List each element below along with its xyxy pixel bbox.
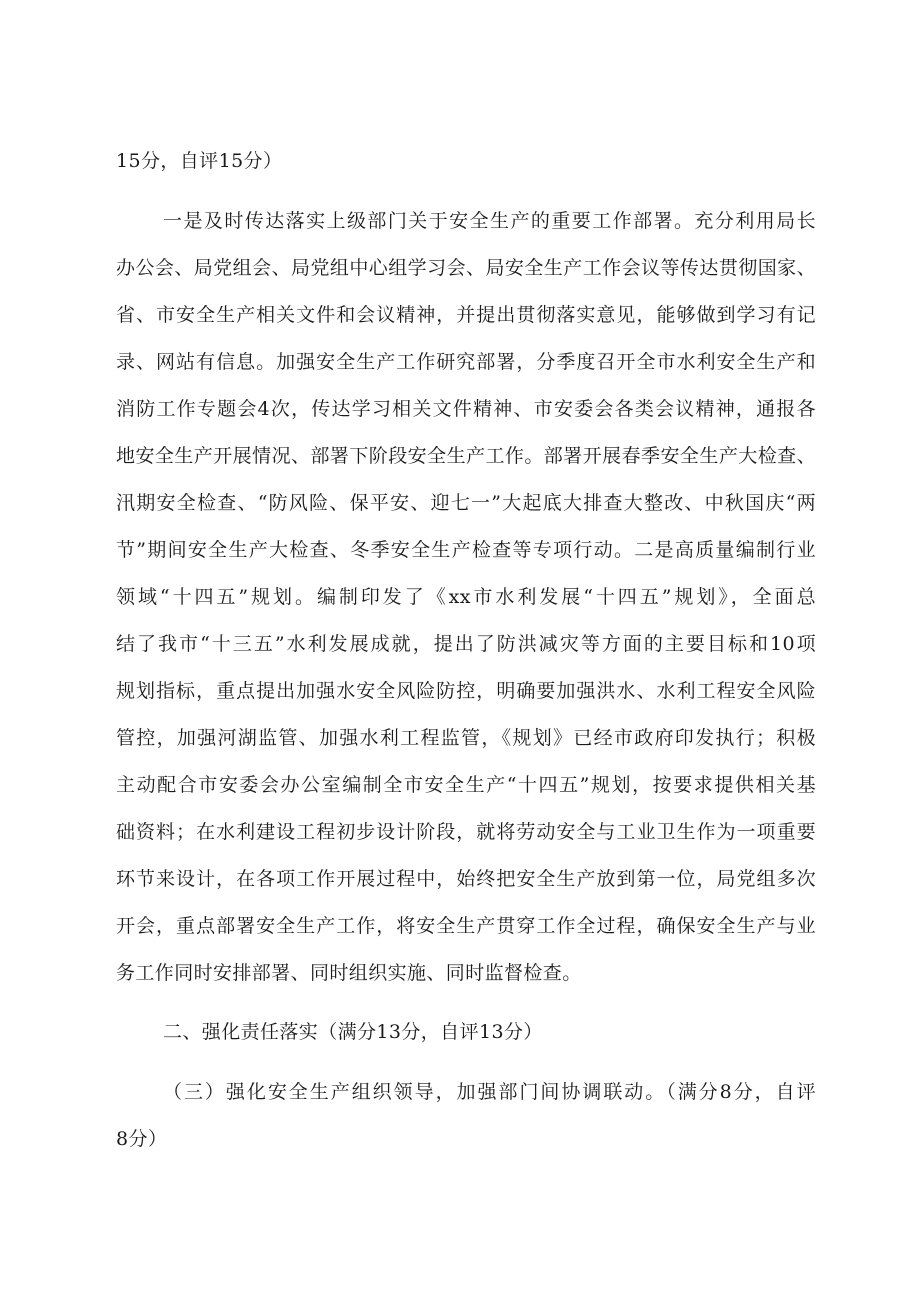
text-line: 消防工作专题会4次，传达学习相关文件精神、市安委会各类会议精神，通报各 [116,398,816,420]
text-line: 础资料；在水利建设工程初步设计阶段，就将劳动安全与工业卫生作为一项重要 [116,821,816,843]
text-line: 省、市安全生产相关文件和会议精神，并提出贯彻落实意见，能够做到学习有记 [116,304,816,326]
text-line: 办公会、局党组会、局党组中心组学习会、局安全生产工作会议等传达贯彻国家、 [116,257,816,279]
text-line: 环节来设计，在各项工作开展过程中，始终把安全生产放到第一位，局党组多次 [116,868,816,890]
text-line: 规划指标，重点提出加强水安全风险防控，明确要加强洪水、水利工程安全风险 [116,680,816,702]
subsection-heading: （三）强化安全生产组织领导，加强部门间协调联动。（满分8分，自评 [163,1081,816,1103]
text-line: 一是及时传达落实上级部门关于安全生产的重要工作部署。充分利用局长 [163,210,816,232]
section-heading: 二、强化责任落实（满分13分，自评13分） [163,1021,543,1043]
text-line: 15分，自评15分） [116,150,283,172]
text-line: 开会，重点部署安全生产工作，将安全生产贯穿工作全过程，确保安全生产与业 [116,915,816,937]
text-line: 结了我市“十三五”水利发展成就，提出了防洪减灾等方面的主要目标和10项 [116,633,816,655]
text-line: 录、网站有信息。加强安全生产工作研究部署，分季度召开全市水利安全生产和 [116,351,816,373]
text-line: 8分） [116,1128,168,1150]
text-line: 地安全生产开展情况、部署下阶段安全生产工作。部署开展春季安全生产大检查、 [116,445,816,467]
text-line: 汛期安全检查、“防风险、保平安、迎七一”大起底大排查大整改、中秋国庆“两 [116,492,816,514]
text-line: 领域“十四五”规划。编制印发了《xx市水利发展“十四五”规划》，全面总 [116,586,816,608]
text-line: 节”期间安全生产大检查、冬季安全生产检查等专项行动。二是高质量编制行业 [116,539,816,561]
text-line: 主动配合市安委会办公室编制全市安全生产“十四五”规划，按要求提供相关基 [116,774,816,796]
text-line: 管控，加强河湖监管、加强水利工程监管，《规划》已经市政府印发执行；积极 [116,727,816,749]
text-line: 务工作同时安排部署、同时组织实施、同时监督检查。 [116,962,582,984]
